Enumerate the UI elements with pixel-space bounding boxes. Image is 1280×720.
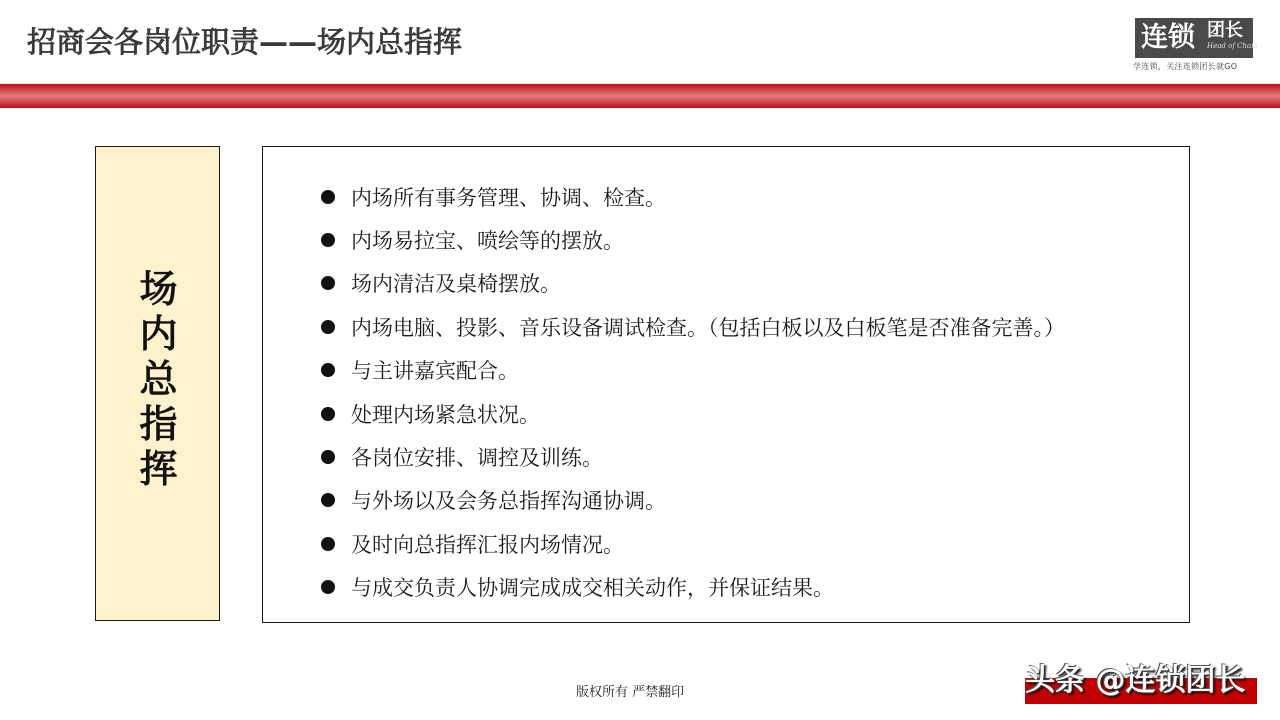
role-label-char: 场 [139, 267, 178, 311]
bullet-icon [321, 320, 335, 334]
bullet-icon [321, 233, 335, 247]
list-item-text: 处理内场紧急状况。 [351, 402, 540, 427]
list-item-text: 内场电脑、投影、音乐设备调试检查。（包括白板以及白板笔是否准备完善。） [351, 315, 1065, 340]
list-item [321, 566, 1065, 609]
logo-box [1135, 18, 1258, 58]
logo-tagline: 学连锁，关注连锁团长就GO [1133, 62, 1238, 71]
list-item-text: 内场所有事务管理、协调、检查。 [351, 185, 666, 210]
list-item [321, 218, 1065, 261]
header-divider-bar [0, 84, 1280, 108]
list-item-text: 与主讲嘉宾配合。 [351, 359, 519, 384]
list-item [321, 349, 1065, 392]
logo-sub-en-text: Head of Chain [1207, 42, 1258, 50]
list-item [321, 435, 1065, 478]
role-label-char: 指 [139, 402, 178, 446]
role-label [96, 267, 221, 492]
watermark-text: 头条 @连锁团长 [1025, 663, 1246, 698]
list-item-text: 及时向总指挥汇报内场情况。 [351, 532, 624, 557]
responsibilities-list [321, 175, 1065, 609]
bullet-icon [321, 580, 335, 594]
bullet-icon [321, 450, 335, 464]
list-item [321, 479, 1065, 522]
list-item [321, 392, 1065, 435]
role-label-char: 总 [139, 357, 178, 401]
copyright-notice: 版权所有 严禁翻印 [576, 685, 685, 700]
list-item [321, 175, 1065, 218]
logo-sub-cn-text: 团长 [1207, 20, 1243, 41]
responsibilities-box [262, 146, 1190, 623]
bullet-icon [321, 363, 335, 377]
list-item [321, 305, 1065, 348]
role-label-char: 挥 [139, 447, 178, 491]
bullet-icon [321, 407, 335, 421]
bullet-icon [321, 493, 335, 507]
list-item [321, 522, 1065, 565]
list-item-text: 与成交负责人协调完成成交相关动作，并保证结果。 [351, 576, 834, 601]
role-label-box [95, 146, 220, 621]
bullet-icon [321, 276, 335, 290]
bullet-icon [321, 190, 335, 204]
watermark [1025, 662, 1257, 704]
list-item-text: 与外场以及会务总指挥沟通协调。 [351, 489, 666, 514]
list-item-text: 内场易拉宝、喷绘等的摆放。 [351, 229, 624, 254]
list-item-text: 各岗位安排、调控及训练。 [351, 446, 603, 471]
list-item [321, 262, 1065, 305]
bullet-icon [321, 537, 335, 551]
logo-main-text: 连锁 [1141, 22, 1195, 53]
page-title: 招商会各岗位职责——场内总指挥 [27, 25, 463, 59]
list-item-text: 场内清洁及桌椅摆放。 [351, 272, 561, 297]
role-label-char: 内 [139, 312, 178, 356]
brand-logo [1133, 18, 1258, 74]
